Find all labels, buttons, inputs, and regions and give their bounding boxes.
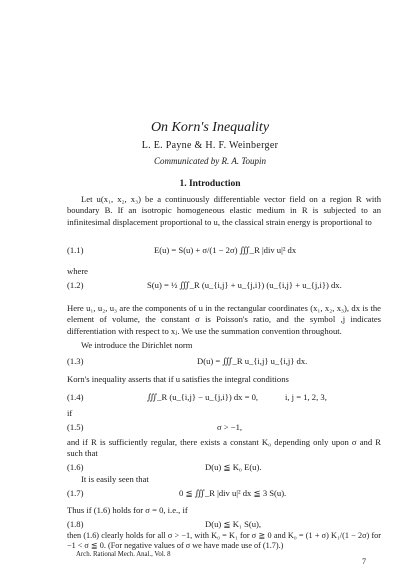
- equation-body: 0 ≦ ∭_R |div u|² dx ≦ 3 S(u).: [179, 488, 287, 498]
- paper-title: On Korn's Inequality: [150, 120, 270, 135]
- easily-seen-text: It is easily seen that: [81, 474, 149, 484]
- communicated-by: Communicated by R. A. Toupin: [154, 156, 266, 166]
- equation-body: D(u) = ∭_R u_{i,j} u_{i,j} dx.: [197, 356, 308, 366]
- equation-number: (1.1): [67, 245, 84, 255]
- paragraph-regular: and if R is sufficiently regular, there exists a constant K₀ depending only upon σ and R such that: [67, 437, 381, 459]
- where-text: where: [67, 266, 88, 276]
- equation-body: E(u) = S(u) + σ/(1 − 2σ) ∭_R |div u|² dx: [154, 245, 297, 255]
- equation-number: (1.2): [67, 280, 84, 290]
- page-number: 7: [362, 557, 366, 566]
- journal-footer: Arch. Rational Mech. Anal., Vol. 8: [76, 551, 171, 558]
- equation-number: (1.4): [67, 392, 84, 402]
- paragraph-notation: Here u₁, u₂, u₃ are the components of u in the rectangular coordinates (x₁, x₂, x₃), dx is the element of volume, the constant σ is Poisson's ratio, and the symbol ,j indicates differentiation with respect to xⱼ. We use the summation convention throughout.: [67, 303, 381, 336]
- equation-number: (1.6): [67, 462, 84, 472]
- equation-body: S(u) = ½ ∭_R (u_{i,j} + u_{j,i}) (u_{i,j} + u_{j,i}) dx.: [147, 280, 342, 290]
- equation-number: (1.3): [67, 356, 84, 366]
- if-text: if: [67, 408, 73, 418]
- paragraph-conclusion: then (1.6) clearly holds for all σ > −1, with K₀ = K₁ for σ ≧ 0 and K₀ = (1 + σ) K₁/(1 − 2σ) for −1 < σ ≦ 0. (For negative values of σ we have made use of (1.7).): [67, 531, 381, 550]
- dirichlet-intro: We introduce the Dirichlet norm: [81, 340, 193, 350]
- equation-number: (1.5): [67, 422, 84, 432]
- section-heading: 1. Introduction: [179, 179, 241, 189]
- equation-number: (1.7): [67, 488, 84, 498]
- equation-body: σ > −1,: [217, 422, 243, 432]
- equation-condition: i, j = 1, 2, 3,: [285, 392, 327, 402]
- paragraph-intro: Let u(x₁, x₂, x₃) be a continuously differentiable vector field on a region R with boundary B. If an isotropic homogeneous elastic medium in R is subjected to an infinitesimal displacement proportional to u, the classical strain energy is proportional to: [67, 194, 381, 227]
- paper-authors: L. E. Payne & H. F. Weinberger: [141, 140, 279, 151]
- thus-text: Thus if (1.6) holds for σ = 0, i.e., if: [67, 505, 188, 515]
- equation-body: ∭_R (u_{i,j} − u_{j,i}) dx = 0,: [147, 392, 259, 402]
- equation-body: D(u) ≦ K₀ E(u).: [205, 462, 262, 472]
- korn-assertion: Korn's inequality asserts that if u satisfies the integral conditions: [67, 374, 289, 384]
- equation-number: (1.8): [67, 519, 84, 529]
- equation-body: D(u) ≦ K₁ S(u),: [205, 519, 262, 529]
